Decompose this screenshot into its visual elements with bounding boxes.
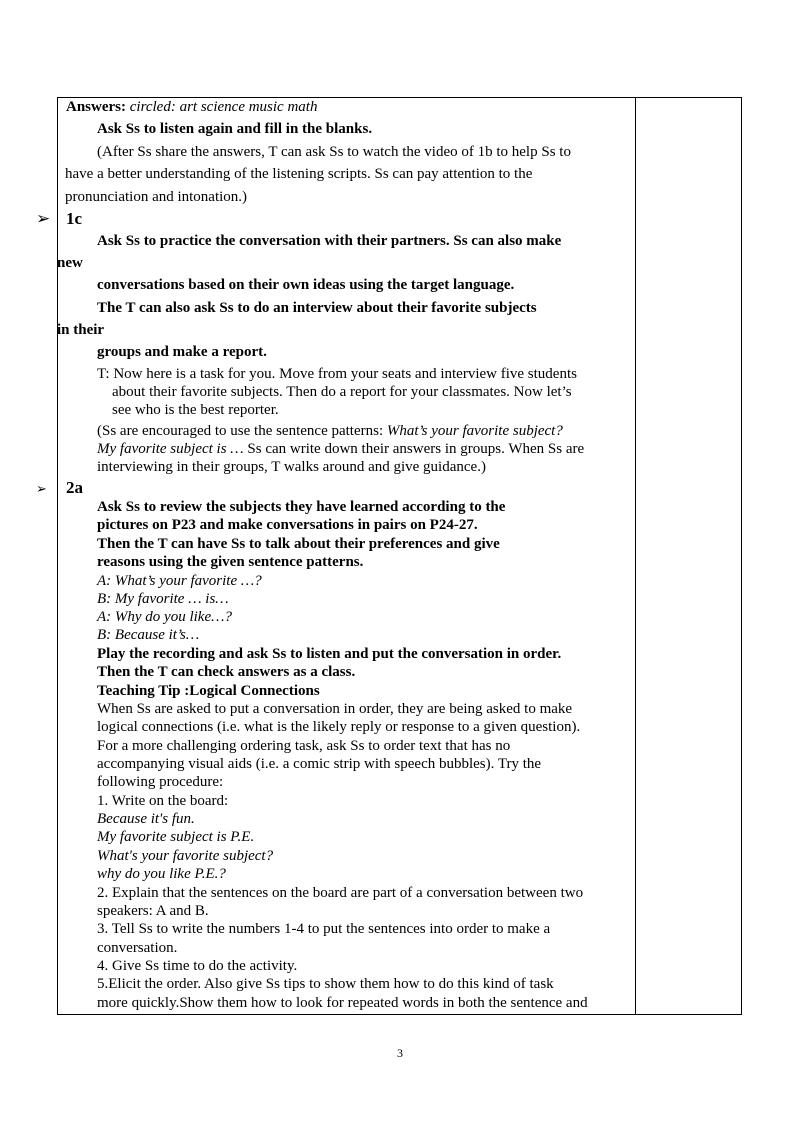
patterns-line: interviewing in their groups, T walks around and give guidance.) xyxy=(97,459,486,475)
note-line: pronunciation and intonation.) xyxy=(65,189,248,205)
step-line: 1. Write on the board: xyxy=(97,793,229,809)
answers-label: Answers: xyxy=(66,99,126,115)
instruction-line: The T can also ask Ss to do an interview about their favorite subjects xyxy=(97,300,537,316)
instruction-line: conversations based on their own ideas using the target language. xyxy=(97,277,515,293)
patterns-line: (Ss are encouraged to use the sentence patterns: What’s your favorite subject? xyxy=(97,423,563,439)
teacher-line: see who is the best reporter. xyxy=(112,402,279,418)
instruction-line: reasons using the given sentence patterns. xyxy=(97,554,364,570)
patterns-line: My favorite subject is … Ss can write down their answers in groups. When Ss are xyxy=(97,441,585,457)
instruction-line: Ask Ss to review the subjects they have learned according to the xyxy=(97,499,506,515)
arrow-bullet-icon: ➢ xyxy=(36,209,51,228)
tip-line: following procedure: xyxy=(97,774,224,790)
tip-line: When Ss are asked to put a conversation in order, they are being asked to make xyxy=(97,701,573,717)
page-number: 3 xyxy=(397,1046,403,1060)
step-line: speakers: A and B. xyxy=(97,903,209,919)
teacher-line: T: Now here is a task for you. Move from your seats and interview five students xyxy=(97,366,577,382)
step-line: more quickly.Show them how to look for repeated words in both the sentence and xyxy=(97,995,588,1011)
step-line: conversation. xyxy=(97,940,178,956)
step-line: 4. Give Ss time to do the activity. xyxy=(97,958,298,974)
answers-line xyxy=(66,98,317,116)
step-line: 2. Explain that the sentences on the board are part of a conversation between two xyxy=(97,885,584,901)
dialogue-line: A: Why do you like…? xyxy=(97,609,232,625)
board-sentence: why do you like P.E.? xyxy=(97,866,226,882)
instruction-line: Ask Ss to practice the conversation with their partners. Ss can also make xyxy=(97,233,562,249)
note-line: have a better understanding of the listening scripts. Ss can pay attention to the xyxy=(65,166,533,182)
step-line: 3. Tell Ss to write the numbers 1-4 to put the sentences into order to make a xyxy=(97,921,551,937)
board-sentence: My favorite subject is P.E. xyxy=(97,829,255,845)
board-sentence: What's your favorite subject? xyxy=(97,848,274,864)
lesson-content-cell xyxy=(57,97,635,1015)
tip-line: accompanying visual aids (i.e. a comic strip with speech bubbles). Try the xyxy=(97,756,542,772)
board-sentence: Because it's fun. xyxy=(97,811,195,827)
table-column-divider xyxy=(635,97,636,1015)
tip-line: logical connections (i.e. what is the likely reply or response to a given question). xyxy=(97,719,581,735)
instruction-1b: Ask Ss to listen again and fill in the blanks. xyxy=(97,121,373,137)
instruction-line: Play the recording and ask Ss to listen and put the conversation in order. xyxy=(97,646,562,662)
instruction-line: Then the T can check answers as a class. xyxy=(97,664,356,680)
dialogue-line: B: Because it’s… xyxy=(97,627,200,643)
section-heading-1c: 1c xyxy=(66,209,83,228)
dialogue-line: B: My favorite … is… xyxy=(97,591,229,607)
instruction-line: pictures on P23 and make conversations in pairs on P24-27. xyxy=(97,517,478,533)
section-heading-2a: 2a xyxy=(66,478,83,497)
note-line: (After Ss share the answers, T can ask Ss to watch the video of 1b to help Ss to xyxy=(97,144,571,160)
teaching-tip-title: Teaching Tip :Logical Connections xyxy=(97,683,320,699)
instruction-line: new xyxy=(57,255,83,271)
answers-text: circled: art science music math xyxy=(129,99,318,115)
tip-line: For a more challenging ordering task, ask Ss to order text that has no xyxy=(97,738,511,754)
instruction-line: Then the T can have Ss to talk about their preferences and give xyxy=(97,536,500,552)
teacher-line: about their favorite subjects. Then do a report for your classmates. Now let’s xyxy=(112,384,572,400)
instruction-line: groups and make a report. xyxy=(97,344,267,360)
instruction-line: in their xyxy=(57,322,105,338)
arrow-bullet-icon: ➢ xyxy=(36,481,47,496)
dialogue-line: A: What’s your favorite …? xyxy=(97,573,262,589)
step-line: 5.Elicit the order. Also give Ss tips to show them how to do this kind of task xyxy=(97,976,554,992)
